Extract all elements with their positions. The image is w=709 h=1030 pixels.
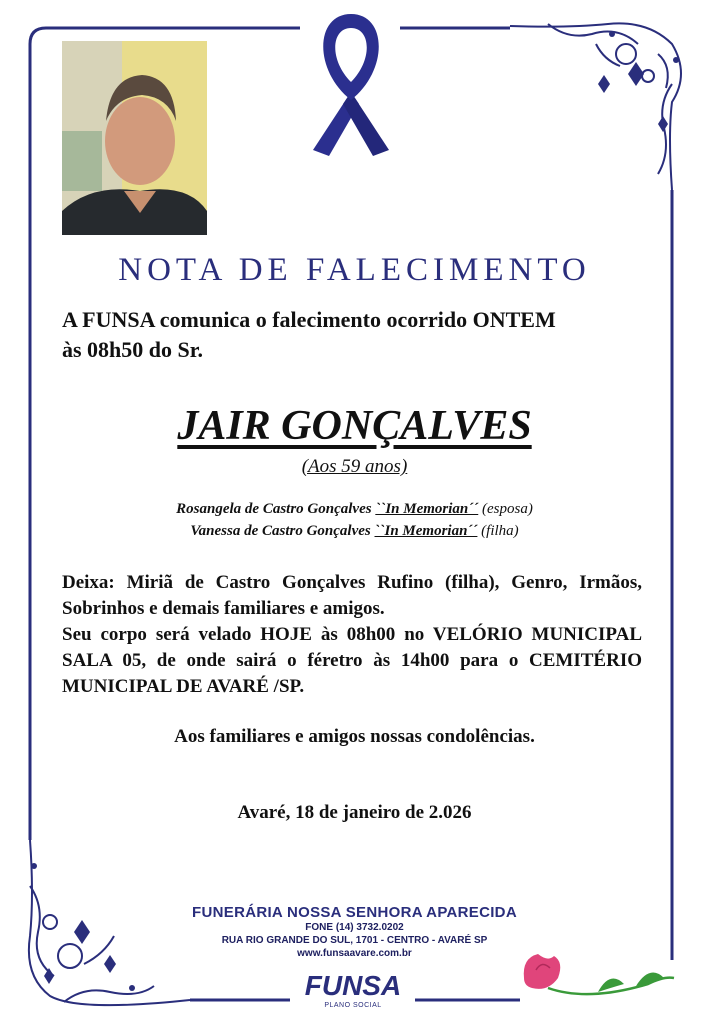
deceased-age: (Aos 59 anos)	[301, 456, 408, 477]
wake-text: Seu corpo será velado HOJE às 08h00 no VELÓRIO MUNICIPAL SALA 05, de onde sairá o féretro às 14h00 para o CEMITÉRIO MUNICIPAL DE AVARÉ /SP.	[62, 624, 642, 697]
intro-line-1: A FUNSA comunica o falecimento ocorrido ONTEM	[62, 307, 556, 332]
relatives-list	[0, 498, 709, 542]
deceased-photo	[62, 41, 207, 235]
company-name: FUNERÁRIA NOSSA SENHORA APARECIDA	[192, 904, 517, 921]
logo-text: FUNSA	[304, 970, 402, 1001]
logo-subtitle: PLANO SOCIAL	[324, 1002, 382, 1009]
details-text	[62, 570, 642, 700]
notice-date: Avaré, 18 de janeiro de 2.026	[237, 802, 472, 823]
ribbon-icon	[305, 10, 397, 162]
intro-line-2: às 08h50 do Sr.	[62, 337, 204, 362]
condolences-text: Aos familiares e amigos nossas condolências.	[174, 726, 535, 747]
relative-item: Rosangela de Castro Gonçalves ``In Memorian´´ (esposa)	[176, 501, 533, 517]
floral-corner-icon	[508, 14, 692, 194]
company-address: RUA RIO GRANDE DO SUL, 1701 - CENTRO - AVARÉ SP	[221, 935, 488, 946]
deceased-name: JAIR GONÇALVES	[177, 403, 532, 449]
relative-item: Vanessa de Castro Gonçalves ``In Memorian´´ (filha)	[190, 523, 519, 539]
notice-title: NOTA DE FALECIMENTO	[118, 252, 591, 288]
intro-text	[62, 305, 652, 365]
company-phone: FONE (14) 3732.0202	[305, 922, 404, 933]
company-website[interactable]: www.funsaavare.com.br	[297, 948, 412, 959]
funsa-logo	[293, 970, 413, 1020]
company-footer	[0, 904, 709, 960]
survivors-text: Deixa: Miriã de Castro Gonçalves Rufino (filha), Genro, Irmãos, Sobrinhos e demais familiares e amigos.	[62, 572, 642, 619]
